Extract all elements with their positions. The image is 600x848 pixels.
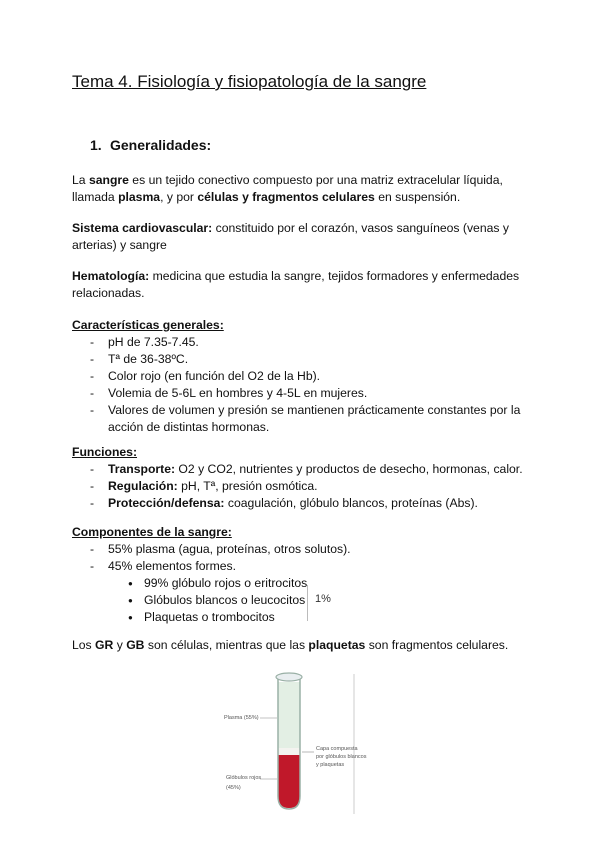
funciones-heading: Funciones:	[72, 445, 138, 459]
document-title: Tema 4. Fisiología y fisiopatología de la sangre	[72, 72, 427, 91]
list-item: - pH de 7.35-7.45.	[72, 334, 542, 351]
sublist-item: ● Glóbulos blancos o leucocitos	[72, 592, 542, 609]
buffy-label-line-1: Capa compuesta	[316, 746, 358, 752]
cardio-paragraph: Sistema cardiovascular: constituido por el corazón, vasos sanguíneos (venas y arterias) y sangre	[72, 221, 509, 252]
funciones-list	[72, 461, 542, 512]
hemato-paragraph: Hematología: medicina que estudia la sangre, tejidos formadores y enfermedades relacionadas.	[72, 269, 520, 300]
list-item: - Regulación: pH, Tª, presión osmótica.	[72, 478, 542, 495]
list-item: - 55% plasma (agua, proteínas, otros solutos).	[72, 541, 542, 558]
list-item: - Color rojo (en función del O2 de la Hb).	[72, 368, 542, 385]
list-item: - Protección/defensa: coagulación, glóbulo blancos, proteínas (Abs).	[72, 495, 542, 512]
buffy-label-line-2: por glóbulos blancos	[316, 754, 367, 760]
tube-rim	[276, 673, 302, 681]
plasma-label: Plasma (55%)	[224, 715, 259, 721]
buffy-coat-layer	[278, 748, 300, 755]
buffy-label-line-3: y plaquetas	[316, 762, 345, 768]
sublist-item: ● Plaquetas o trombocitos	[72, 609, 542, 626]
list-item: - Valores de volumen y presión se mantienen prácticamente constantes por la acción de distintas hormonas.	[72, 402, 542, 436]
section-number: 1.	[90, 137, 102, 153]
summary-paragraph: Los GR y GB son células, mientras que las plaquetas son fragmentos celulares.	[72, 638, 509, 652]
section-label: Generalidades:	[110, 137, 212, 153]
plasma-layer	[278, 682, 300, 757]
test-tube-figure	[222, 672, 367, 817]
sublist-item: ● 99% glóbulo rojos o eritrocitos	[72, 575, 542, 592]
list-item: - 45% elementos formes.	[72, 558, 542, 575]
rbc-label-line-1: Glóbulos rojos	[226, 775, 262, 781]
rbc-label-line-2: (45%)	[226, 785, 241, 791]
componentes-heading: Componentes de la sangre:	[72, 525, 232, 539]
red-cells-layer	[278, 755, 300, 808]
list-item: - Transporte: O2 y CO2, nutrientes y productos de desecho, hormonas, calor.	[72, 461, 542, 478]
intro-paragraph: La sangre es un tejido conectivo compuesto por una matriz extracelular líquida, llamada plasma, y por células y fragmentos celulares en suspensión.	[72, 173, 503, 204]
caracteristicas-list	[72, 334, 542, 436]
caracteristicas-heading: Características generales:	[72, 318, 224, 332]
section-heading	[90, 137, 211, 153]
list-item: - Tª de 36-38ºC.	[72, 351, 542, 368]
handwritten-note: 1%	[315, 593, 331, 605]
list-item: - Volemia de 5-6L en hombres y 4-5L en mujeres.	[72, 385, 542, 402]
